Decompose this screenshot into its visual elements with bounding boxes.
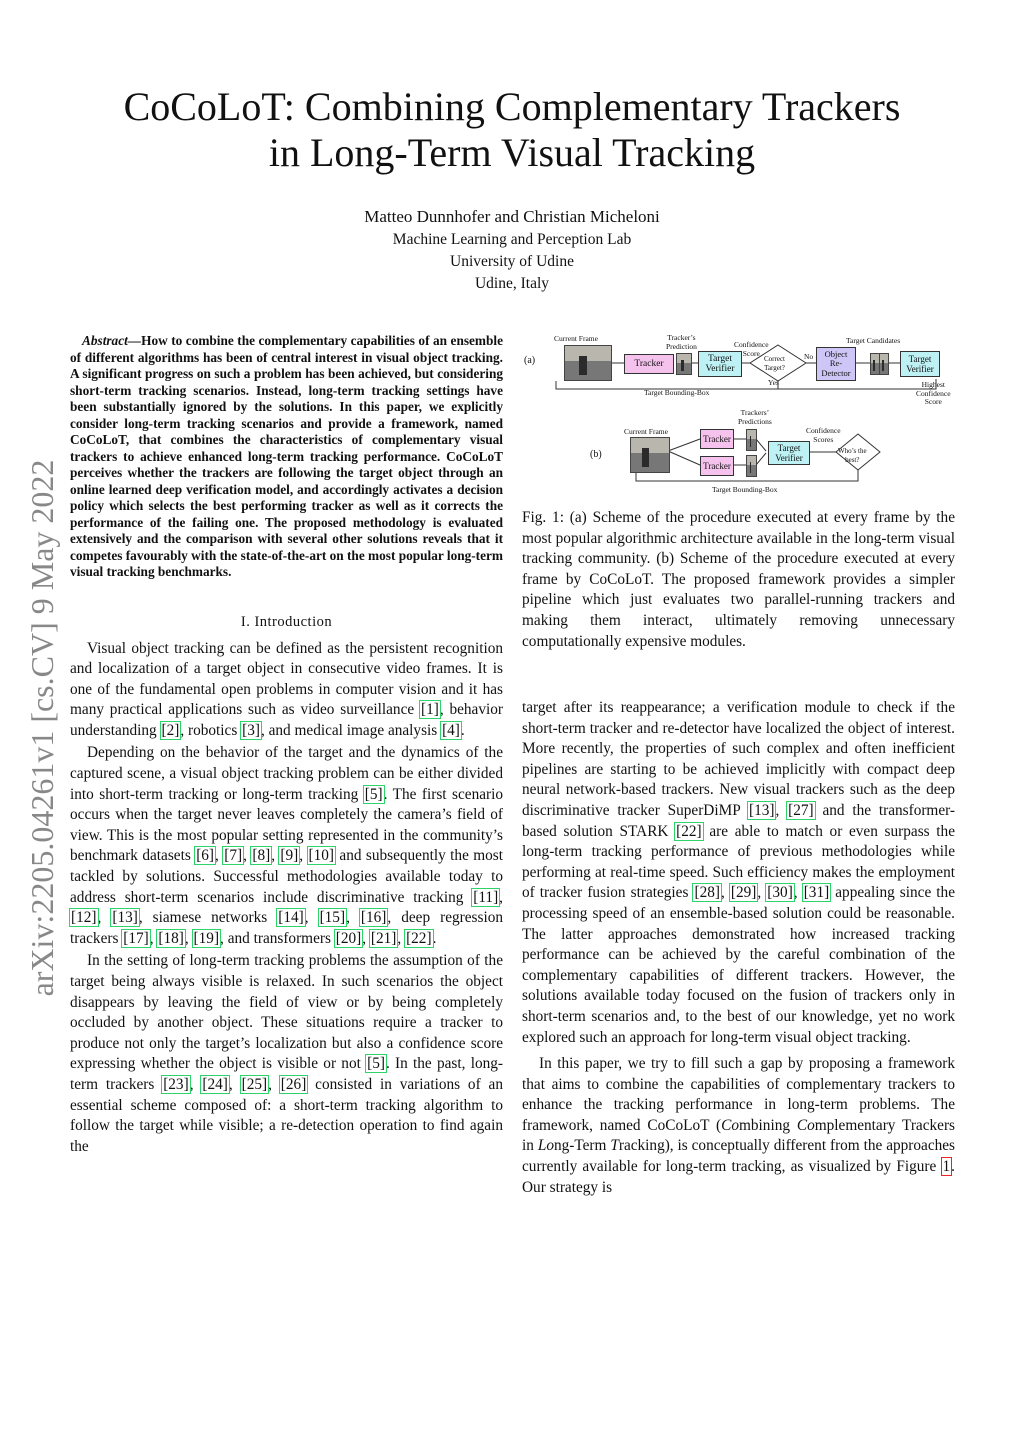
text-span: In the setting of long-term tracking problems the assumption of the target being always visible is relaxed. In such scenarios the object disappears by leaving the field of view or by being completely occluded by another object. These situations require a tracker to produce not only the target’s localization but also a confidence score expressing whether the object is visible or not [70, 952, 503, 1073]
text-span: racking), is conceptually different from the approaches currently available for long-term tracking, as visualized by Figure [522, 1137, 955, 1176]
authors: Matteo Dunnhofer and Christian Micheloni [364, 207, 660, 226]
affiliation-lab: Machine Learning and Perception Lab [392, 231, 632, 248]
citation-link[interactable]: [16] [360, 909, 387, 927]
text-span: target after its reappearance; a verification module to check if the short-term tracker and re-detector have localized the object of interest. More recently, the properties of such complex and often inefficient pipelines are starting to be achieved implicitly with compact deep neural network-based trackers. New visual trackers such as the deep discriminative tracker SuperDiMP [522, 699, 955, 819]
citation-link[interactable]: [9] [280, 847, 299, 865]
confidence-score-label: Confidence Score [734, 340, 769, 358]
citation-link[interactable]: [5] [367, 1055, 385, 1073]
prediction-crop-1-image [746, 429, 757, 451]
citation-link[interactable]: [26] [280, 1075, 307, 1093]
text-span: , behavior understanding [70, 701, 503, 739]
text-span: ng-Term [553, 1137, 611, 1155]
current-frame-b-label: Current Frame [624, 427, 668, 436]
citation-link[interactable]: [30] [767, 884, 793, 902]
citation-link[interactable]: [12] [71, 909, 97, 927]
correct-target-decision: Correct Target? [764, 355, 785, 372]
citation-link[interactable]: [7] [224, 847, 243, 865]
highest-confidence-label: Highest Confidence Score [916, 380, 951, 406]
affiliation-university: University of Udine [450, 253, 574, 270]
abstract-text: How to combine the complementary capabilities of an ensemble of different algorithms has been of central interest in visual object tracking. A significant progress on such a problem has been achieved, but considering short-term tracking scenarios. Instead, long-term tracking settings have been substantially ignored by the solutions. In this paper, we explicitly consider long-term tracking scenarios and provide a framework, named CoCoLoT, that combines the characteristics of complementary visual trackers to achieve enhanced long-term tracking performance. CoCoLoT perceives whether the trackers are following the target object through an online learned deep verification model, and accordingly activates a decision policy which selects the best performing tracker as well as it corrects the performance of the failing one. The proposed methodology is evaluated extensively and the comparison with several other solutions reveals that it competes favourably with the state-of-the-art on the most popular long-term visual tracking benchmarks. [70, 333, 503, 579]
target-bounding-box-b-label: Target Bounding-Box [712, 485, 778, 494]
tracker-prediction-label: Tracker’s Prediction [666, 333, 697, 351]
citation-link[interactable]: [6] [196, 847, 215, 865]
citation-link[interactable]: [22] [406, 929, 432, 947]
affiliation-location: Udine, Italy [474, 275, 550, 292]
citation-link[interactable]: [27] [788, 801, 814, 819]
title-line-2: in Long-Term Visual Tracking [268, 130, 756, 175]
citation-link[interactable]: [28] [694, 884, 720, 902]
citation-link[interactable]: [8] [252, 847, 271, 865]
text-span: Lo [537, 1137, 554, 1155]
text-span: and the transformer-based solution STARK [522, 801, 956, 840]
tracker-2-box: Tracker [700, 456, 734, 476]
intro-paragraph-3-continued: target after its reappearance; a verification module to check if the short-term tracker and re-detector have localized the object of interest. More recently, the properties of such complex and often inefficient pipelines are starting to be achieved implicitly with compact deep neural network-based trackers. New visual trackers such as the deep discriminative tracker SuperDiMP [13], [27] and the transformer-based solution STARK [22] are able to match or even surpass the long-term tracking performance of previous methodologies while performing at real-time speed. Such efficiency makes the employment of tracker fusion strategies [28], [29], [30], [31] appealing since the processing speed of an ensemble-based solution could be reasonable. The latter approaches demonstrated how increased tracking performance can be achieved by the careful combination of the complementary capabilities of different trackers. However, the solutions available today focused on the fusion of trackers only in short-term scenarios and, to the best of our knowledge, yet no work explored such an approach for long-term visual object tracking. [522, 699, 956, 1046]
figure-caption: Fig. 1: (a) Scheme of the procedure executed at every frame by the most popular algorithmic architecture available in the long-term visual tracking community. (b) Scheme of the procedure executed at every frame by CoCoLoT. The proposed framework provides a simpler pipeline which just evaluates two parallel-running trackers and making them interact, ultimately removing unnecessary computationally expensive modules. [522, 509, 955, 650]
text-span: , and transformers [220, 929, 335, 947]
candidate-crop-image [879, 353, 889, 375]
text-span: In this paper, we try to fill such a gap by proposing a framework that aims to combine the capabilities of complementary trackers to enhance the tracking performance in long-term problems. The framework, named CoCoLoT ( [522, 1055, 955, 1134]
text-span: . In the past, long-term trackers [70, 1055, 503, 1093]
prediction-crop-image [676, 353, 692, 375]
intro-paragraph-2: Depending on the behavior of the target and the dynamics of the captured scene, a visual object tracking problem can be either divided into short-term tracking or long-term tracking [5]. The first scenario occurs when the target never leaves completely the camera’s field of view. This is the most popular setting represented in the community’s benchmark datasets [6], [7], [8], [9], [10] and subsequently the most tackled by solutions. Successful methodologies available today to address short-term scenarios include discriminative tracking [11], [12], [13], siamese networks [14], [15], [16], deep regression trackers [17], [18], [19], and transformers [20], [21], [22]. [70, 744, 504, 947]
text-span: . [460, 721, 465, 739]
citation-link[interactable]: [29] [730, 884, 757, 902]
target-bounding-box-a-label: Target Bounding-Box [644, 388, 710, 397]
target-verifier-2-box: Target Verifier [900, 351, 940, 377]
current-frame-label: Current Frame [554, 334, 598, 343]
citation-link[interactable]: [13] [748, 801, 775, 819]
target-verifier-box: Target Verifier [698, 351, 742, 377]
confidence-scores-label: Confidence Scores [806, 426, 841, 444]
text-span: Co [796, 1116, 815, 1134]
citation-link[interactable]: [4] [442, 721, 460, 739]
text-span: . The first scenario occurs when the target never leaves completely the camera’s field of view. This is the most popular setting represented in the community’s benchmark datasets [70, 785, 504, 865]
citation-link[interactable]: [3] [242, 721, 260, 739]
citation-link[interactable]: [11] [473, 888, 499, 906]
text-span: , and medical image analysis [260, 721, 442, 739]
intro-paragraph-1 [70, 639, 503, 742]
text-span: Depending on the behavior of the target and the dynamics of the captured scene, a visual object tracking problem can be either divided into short-term tracking or long-term tracking [70, 744, 503, 803]
text-span: mbining [739, 1116, 797, 1134]
no-branch-label: No [804, 352, 814, 361]
citation-link[interactable]: [25] [241, 1075, 268, 1093]
yes-branch-label: Yes [768, 378, 779, 387]
intro-paragraph-4 [522, 1054, 955, 1198]
text-span: , deep regression trackers [70, 909, 503, 947]
citation-link[interactable]: [21] [370, 929, 397, 947]
right-column [522, 698, 955, 1200]
figure-caption-block [522, 508, 955, 652]
tracker-box: Tracker [624, 354, 674, 374]
citation-link[interactable]: [10] [308, 847, 334, 865]
current-frame-image [564, 345, 612, 381]
text-span: , robotics [180, 721, 242, 739]
title-line-1: CoCoLoT: Combining Complementary Trackers [123, 84, 901, 129]
citation-link[interactable]: [18] [158, 929, 184, 947]
figure-part-a-label: (a) [524, 355, 536, 366]
arxiv-identifier[interactable]: arXiv:2205.04261v1 [cs.CV] 9 May 2022 [24, 459, 60, 997]
text-span: , siamese networks [138, 909, 278, 927]
citation-link[interactable]: [23] [163, 1075, 189, 1093]
text-span: are able to match or even surpass the long-term tracking performance of previous methodologies while performing at real-time speed. Such efficiency makes the employment of tracker fusion strategies [522, 822, 955, 902]
whos-best-decision: Who’s the best? [838, 447, 867, 464]
citation-link[interactable]: [2] [161, 721, 180, 739]
citation-link[interactable]: [20] [335, 929, 362, 947]
figure-1 [520, 333, 960, 503]
prediction-crop-2-image [746, 455, 757, 477]
current-frame-b-image [630, 437, 670, 473]
citation-link[interactable]: [31] [803, 884, 830, 902]
citation-link[interactable]: [17] [123, 929, 149, 947]
trackers-predictions-label: Trackers’ Predictions [738, 408, 772, 426]
text-span: appealing since the processing speed of an ensemble-based solution could be reasonable. The latter approaches demonstrated how increased tracking performance can be achieved by the careful combination of the complementary capabilities of different trackers. However, the solutions available today focused on the fusion of trackers only in short-term scenarios and, to the best of our knowledge, yet no work explored such an approach for long-term visual object tracking. [522, 884, 955, 1046]
object-redetector-box: Object Re- Detector [816, 347, 856, 381]
section-heading: I. Introduction [240, 613, 333, 630]
citation-link[interactable]: [15] [319, 909, 346, 927]
target-candidates-label: Target Candidates [846, 336, 901, 345]
citation-link[interactable]: [14] [278, 909, 304, 927]
text-span: consisted in variations of an essential scheme composed of: a short-term tracking algorithm to follow the target while visible; a re-detection operation to find again the [70, 1075, 503, 1155]
text-span: . [432, 929, 437, 947]
text-span: mplementary Trackers in [522, 1116, 955, 1155]
figure-part-b-label: (b) [590, 449, 602, 460]
text-span: T [610, 1137, 619, 1155]
abstract [70, 333, 503, 581]
figure-reference-link[interactable]: 1 [942, 1158, 951, 1176]
citation-link[interactable]: [1] [420, 701, 439, 719]
abstract-lead: Abstract— [82, 333, 142, 348]
citation-link[interactable]: [13] [112, 909, 138, 927]
citation-link[interactable]: [19] [193, 929, 220, 947]
text-span: and subsequently the most tackled by solutions. Successful methodologies available today to address short-term scenarios include discriminative tracking [70, 847, 504, 906]
text-span: Visual object tracking can be defined as the persistent recognition and localization of a target object in consecutive video frames. It is one of the fundamental open problems in computer vision and it has many practical applications such as video surveillance [70, 639, 503, 719]
paper-title [0, 84, 1024, 176]
intro-paragraph-3: In the setting of long-term tracking problems the assumption of the target being always visible is relaxed. In such scenarios the object disappears by leaving the field of view or by being completely occluded by another object. These situations require a tracker to produce not only the target’s localization but also a confidence score expressing whether the object is visible or not [5]. In the past, long-term trackers [23], [24], [25], [26] consisted in variations of an essential scheme composed of: a short-term tracking algorithm to follow the target while visible; a re-detection operation to find again the [70, 952, 503, 1155]
citation-link[interactable]: [5] [364, 785, 383, 803]
text-span: . Our strategy is [522, 1158, 955, 1196]
tracker-1-box: Tracker [700, 429, 734, 449]
text-span: Co [721, 1116, 740, 1134]
citation-link[interactable]: [22] [676, 822, 702, 840]
target-verifier-b-box: Target Verifier [768, 441, 810, 465]
left-column [70, 333, 503, 1159]
citation-link[interactable]: [24] [202, 1075, 228, 1093]
